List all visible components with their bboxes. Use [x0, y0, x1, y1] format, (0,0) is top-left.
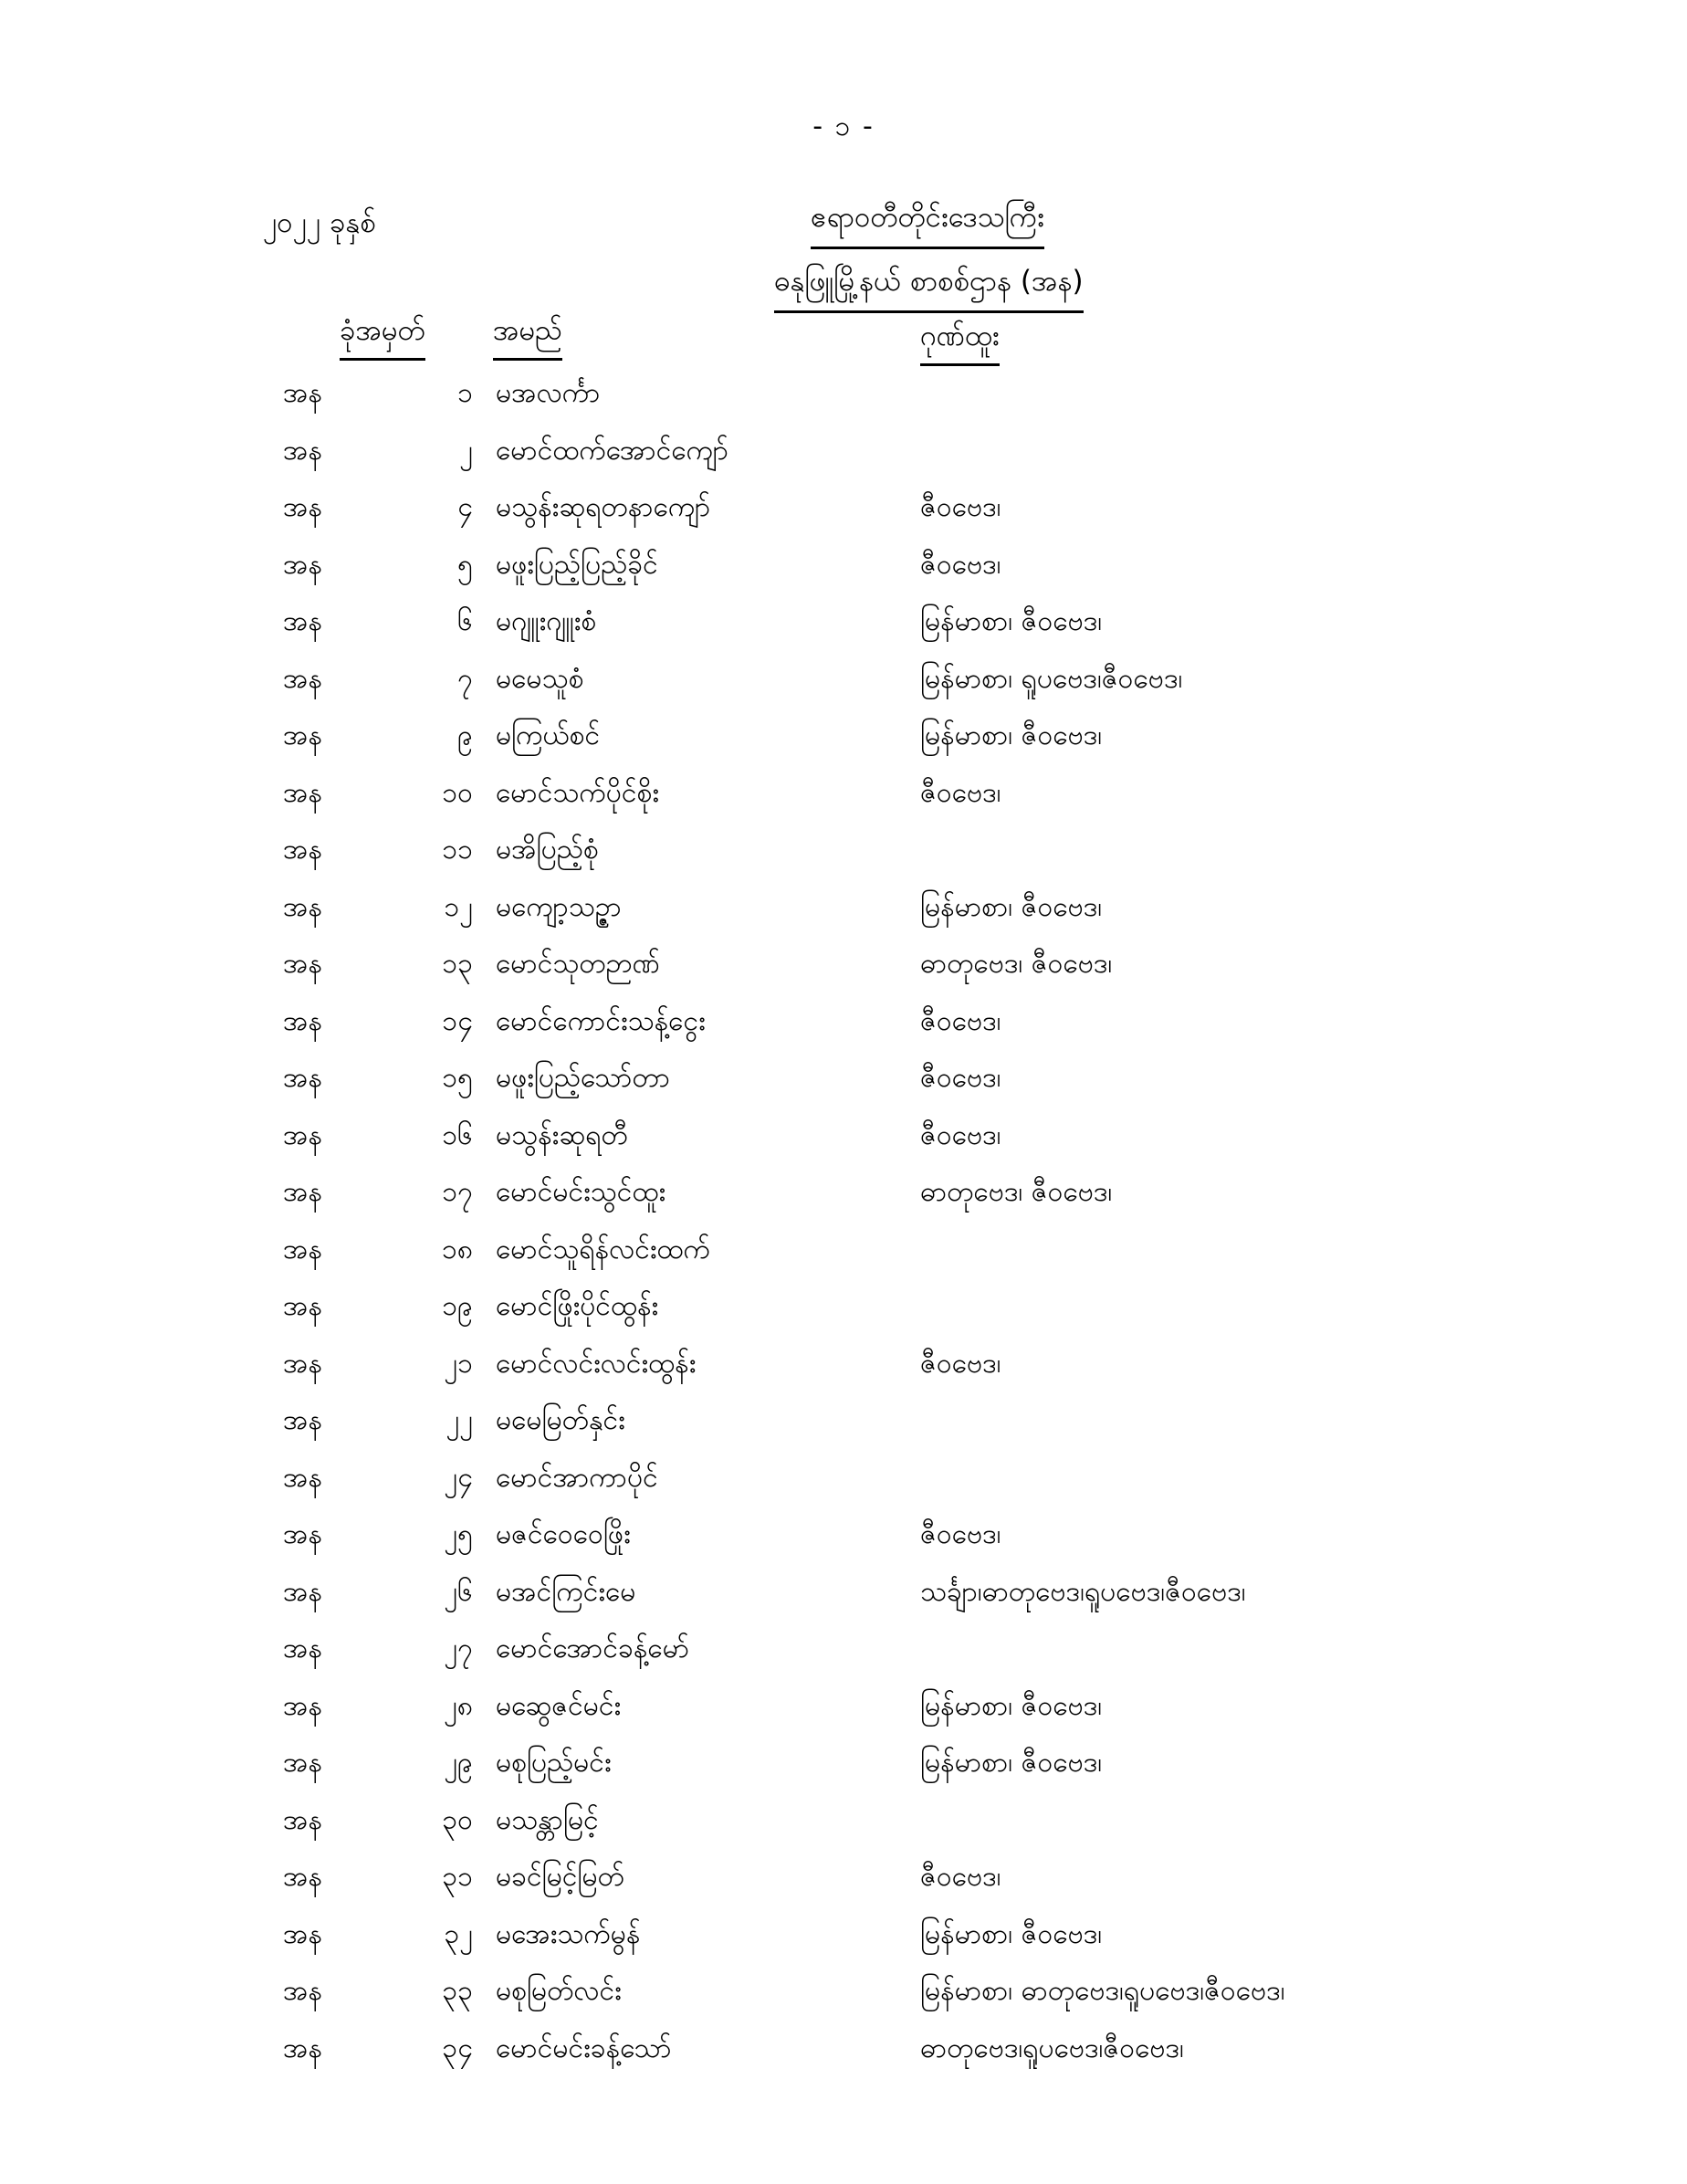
student-name: မောင်ထက်အောင်ကျော် — [496, 434, 729, 467]
roll-number: ၃၂ — [444, 1917, 473, 1950]
table-row — [0, 1965, 1687, 2022]
student-name: မဖူးပြည့်ပြည့်ခိုင် — [496, 548, 658, 581]
table-row — [0, 1280, 1687, 1338]
table-row — [0, 653, 1687, 710]
roll-number: ၇ — [457, 662, 473, 695]
table-row — [0, 539, 1687, 596]
exam-table-rows — [0, 367, 1687, 2079]
roll-prefix: အန — [283, 1347, 323, 1380]
column-header-roll-number: ခုံအမှတ် — [340, 312, 425, 361]
student-name: မသန္တာမြင့် — [496, 1803, 599, 1836]
distinction-subjects: မြန်မာစာ၊ ဓာတုဗေဒ၊ရူပဗေဒ၊ဇီဝဗေဒ၊ — [920, 1975, 1285, 2007]
table-row — [0, 1908, 1687, 1966]
student-name: မောင်သူရိန်လင်းထက် — [496, 1233, 710, 1265]
student-name: မကြယ်စင် — [496, 719, 601, 751]
roll-number: ၆ — [457, 605, 473, 637]
distinction-subjects: ဇီဝဗေဒ၊ — [920, 548, 1001, 581]
roll-prefix: အန — [283, 434, 323, 467]
roll-prefix: အန — [283, 1575, 323, 1608]
roll-number: ၅ — [457, 548, 473, 581]
student-name: မောင်ဖြိုးပိုင်ထွန်း — [496, 1290, 659, 1322]
student-name: မောင်မင်းသွင်ထူး — [496, 1176, 666, 1208]
distinction-subjects: ဇီဝဗေဒ၊ — [920, 1062, 1001, 1094]
roll-number: ၂၂ — [445, 1404, 473, 1436]
roll-number: ၁ — [457, 377, 473, 409]
column-header-distinction: ဂုဏ်ထူး — [920, 318, 1000, 366]
roll-number: ၁၄ — [442, 1004, 473, 1037]
distinction-subjects: မြန်မာစာ၊ ဇီဝဗေဒ၊ — [920, 1689, 1103, 1722]
roll-prefix: အန — [283, 1004, 323, 1037]
roll-prefix: အန — [283, 1290, 323, 1322]
student-name: မကျော့သဥ္ဇာ — [496, 890, 622, 923]
roll-prefix: အန — [283, 1404, 323, 1436]
roll-prefix: အန — [283, 834, 323, 866]
distinction-subjects: မြန်မာစာ၊ ရူပဗေဒ၊ဇီဝဗေဒ၊ — [920, 662, 1183, 695]
roll-number: ၁၃ — [442, 948, 473, 980]
roll-prefix: အန — [283, 1233, 323, 1265]
roll-number: ၃၄ — [442, 2032, 473, 2064]
table-row — [0, 1508, 1687, 1566]
table-row — [0, 481, 1687, 539]
roll-prefix: အန — [283, 1461, 323, 1494]
roll-prefix: အန — [283, 1917, 323, 1950]
student-name: မခင်မြင့်မြတ် — [496, 1861, 624, 1893]
table-row — [0, 425, 1687, 482]
roll-prefix: အန — [283, 1176, 323, 1208]
student-name: မအင်ကြင်းမေ — [496, 1575, 636, 1608]
student-name: မောင်အာကာပိုင် — [496, 1461, 658, 1494]
roll-number: ၂၄ — [444, 1461, 473, 1494]
roll-prefix: အန — [283, 776, 323, 809]
table-row — [0, 1052, 1687, 1109]
student-name: မအေးသက်မွန် — [496, 1917, 641, 1950]
student-name: မောင်သက်ပိုင်စိုး — [496, 776, 660, 809]
roll-number: ၁၅ — [442, 1062, 473, 1094]
roll-number: ၂၁ — [444, 1347, 473, 1380]
roll-prefix: အန — [283, 2032, 323, 2064]
roll-number: ၂၅ — [444, 1518, 473, 1550]
student-name: မအိပြည့်စုံ — [496, 834, 599, 866]
student-name: မဆွေဇင်မင်း — [496, 1689, 622, 1722]
roll-number: ၁၇ — [442, 1176, 473, 1208]
region-title: ဧရာဝတီတိုင်းဒေသကြီး — [811, 199, 1044, 249]
distinction-subjects: ဓာတုဗေဒ၊ ဇီဝဗေဒ၊ — [920, 948, 1113, 980]
roll-prefix: အန — [283, 1633, 323, 1664]
roll-prefix: အန — [283, 1975, 323, 2007]
table-row — [0, 1737, 1687, 1794]
distinction-subjects: သင်္ချာ၊ဓာတုဗေဒ၊ရူပဗေဒ၊ဇီဝဗေဒ၊ — [920, 1575, 1246, 1608]
roll-number: ၃၃ — [442, 1975, 473, 2007]
table-row — [0, 1566, 1687, 1623]
student-name: မစုမြတ်လင်း — [496, 1975, 622, 2007]
roll-number: ၉ — [457, 719, 473, 751]
roll-prefix: အန — [283, 1861, 323, 1893]
distinction-subjects: ဇီဝဗေဒ၊ — [920, 1518, 1001, 1550]
table-row — [0, 1452, 1687, 1509]
table-row — [0, 1166, 1687, 1223]
distinction-subjects: ဇီဝဗေဒ၊ — [920, 1347, 1001, 1380]
distinction-subjects: ဇီဝဗေဒ၊ — [920, 1861, 1001, 1893]
roll-number: ၂၈ — [444, 1689, 473, 1722]
distinction-subjects: ဇီဝဗေဒ၊ — [920, 1004, 1001, 1037]
student-name: မောင်ကောင်းသန့်ငွေး — [496, 1004, 706, 1037]
table-row — [0, 1680, 1687, 1738]
student-name: မမေမြတ်နှင်း — [496, 1404, 625, 1436]
roll-number: ၁၀ — [442, 776, 473, 809]
table-row — [0, 1109, 1687, 1167]
roll-number: ၃၀ — [442, 1803, 473, 1836]
student-name: မစုပြည့်မင်း — [496, 1747, 612, 1779]
roll-prefix: အန — [283, 1518, 323, 1550]
student-name: မသွန်းဆုရတနာကျော် — [496, 491, 711, 523]
roll-number: ၁၉ — [442, 1290, 473, 1322]
table-row — [0, 595, 1687, 653]
table-row — [0, 1338, 1687, 1395]
table-row — [0, 938, 1687, 995]
roll-prefix: အန — [283, 1747, 323, 1779]
table-row — [0, 767, 1687, 824]
roll-prefix: အန — [283, 377, 323, 409]
roll-prefix: အန — [283, 948, 323, 980]
table-row — [0, 995, 1687, 1053]
student-name: မဂျူးဂျူးစံ — [496, 605, 597, 637]
table-row — [0, 709, 1687, 767]
roll-number: ၁၆ — [442, 1118, 473, 1151]
roll-number: ၂၉ — [444, 1747, 473, 1779]
roll-prefix: အန — [283, 890, 323, 923]
roll-prefix: အန — [283, 1803, 323, 1836]
year-label: ၂၀၂၂ ခုနှစ် — [263, 206, 376, 239]
exam-center-title: ဓနုဖြူမြို့နယ် စာစစ်ဌာန (အန) — [774, 263, 1084, 313]
distinction-subjects: မြန်မာစာ၊ ဇီဝဗေဒ၊ — [920, 1747, 1103, 1779]
roll-prefix: အန — [283, 491, 323, 523]
table-row — [0, 367, 1687, 425]
roll-prefix: အန — [283, 1689, 323, 1722]
distinction-subjects: မြန်မာစာ၊ ဇီဝဗေဒ၊ — [920, 890, 1103, 923]
roll-number: ၃၁ — [442, 1861, 473, 1893]
roll-prefix: အန — [283, 1118, 323, 1151]
roll-prefix: အန — [283, 662, 323, 695]
student-name: မောင်အောင်ခန့်မော် — [496, 1633, 690, 1664]
distinction-subjects: မြန်မာစာ၊ ဇီဝဗေဒ၊ — [920, 719, 1103, 751]
table-row — [0, 881, 1687, 939]
table-row — [0, 1394, 1687, 1452]
distinction-subjects: မြန်မာစာ၊ ဇီဝဗေဒ၊ — [920, 1917, 1103, 1950]
column-header-name: အမည် — [493, 312, 562, 361]
roll-prefix: အန — [283, 719, 323, 751]
student-name: မောင်မင်းခန့်သော် — [496, 2032, 672, 2064]
distinction-subjects: ဇီဝဗေဒ၊ — [920, 491, 1001, 523]
student-name: မသွန်းဆုရတီ — [496, 1118, 628, 1151]
student-name: မမေသူစံ — [496, 662, 584, 695]
table-row — [0, 2022, 1687, 2080]
student-name: မောင်လင်းလင်းထွန်း — [496, 1347, 697, 1380]
distinction-subjects: ဇီဝဗေဒ၊ — [920, 1118, 1001, 1151]
roll-number: ၂၇ — [444, 1633, 473, 1664]
student-name: မဖူးပြည့်သော်တာ — [496, 1062, 671, 1094]
student-name: မဇင်ဝေဝေဖြိုး — [496, 1518, 631, 1550]
student-name: မောင်သုတဉာဏ် — [496, 948, 660, 980]
table-row — [0, 824, 1687, 881]
roll-number: ၂ — [459, 434, 473, 467]
table-row — [0, 1223, 1687, 1281]
roll-prefix: အန — [283, 1062, 323, 1094]
roll-number: ၁၁ — [442, 834, 473, 866]
distinction-subjects: ဇီဝဗေဒ၊ — [920, 776, 1001, 809]
table-row — [0, 1851, 1687, 1908]
roll-prefix: အန — [283, 548, 323, 581]
roll-number: ၂၆ — [444, 1575, 473, 1608]
distinction-subjects: ဓာတုဗေဒ၊ရူပဗေဒ၊ဇီဝဗေဒ၊ — [920, 2032, 1184, 2064]
roll-prefix: အန — [283, 605, 323, 637]
distinction-subjects: မြန်မာစာ၊ ဇီဝဗေဒ၊ — [920, 605, 1103, 637]
page-number: - ၁ - — [812, 110, 875, 142]
table-row — [0, 1794, 1687, 1852]
roll-number: ၁၈ — [441, 1233, 473, 1265]
table-row — [0, 1622, 1687, 1680]
roll-number: ၄ — [457, 491, 473, 523]
student-name: မအလင်္ကာ — [496, 377, 601, 409]
distinction-subjects: ဓာတုဗေဒ၊ ဇီဝဗေဒ၊ — [920, 1176, 1113, 1208]
roll-number: ၁၂ — [444, 890, 473, 923]
